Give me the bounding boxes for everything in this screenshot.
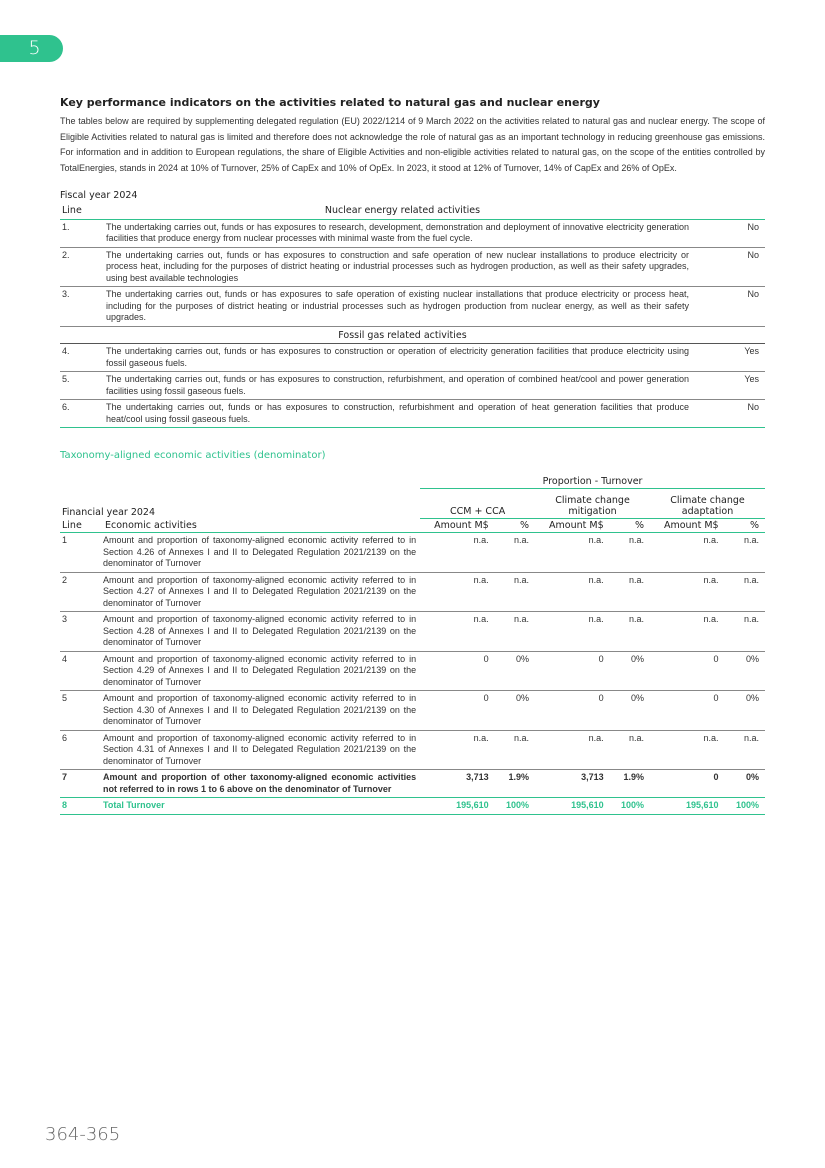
amount-cell: n.a.: [650, 730, 723, 770]
row-activity: Amount and proportion of taxonomy-aligned economic activity referred to in Section 4.28 of Annexes I and II to Delegated Regulation 2021/2139 on the denominator of Turnover: [103, 612, 420, 652]
amount-cell: n.a.: [535, 533, 608, 573]
percent-cell: n.a.: [723, 572, 765, 612]
row-activity: Amount and proportion of taxonomy-aligned economic activity referred to in Section 4.30 of Annexes I and II to Delegated Regulation 2021/2139 on the denominator of Turnover: [103, 691, 420, 731]
row-line: 5.: [60, 372, 106, 400]
row-line: 3.: [60, 287, 106, 327]
row-activity: Amount and proportion of taxonomy-aligned economic activity referred to in Section 4.26 of Annexes I and II to Delegated Regulation 2021/2139 on the denominator of Turnover: [103, 533, 420, 573]
amount-cell: n.a.: [535, 730, 608, 770]
table-row: [60, 730, 765, 770]
group-adaptation: Climate change adaptation: [650, 489, 765, 519]
percent-cell: n.a.: [608, 730, 650, 770]
percent-cell: 1.9%: [493, 770, 535, 798]
amount-cell: n.a.: [420, 612, 493, 652]
percent-cell: 0%: [723, 651, 765, 691]
percent-cell: 0%: [723, 691, 765, 731]
taxonomy-denominator-table: [60, 475, 765, 815]
nuclear-header: Nuclear energy related activities: [106, 203, 699, 219]
row-text: The undertaking carries out, funds or has exposures to construction, refurbishment and operation of heat generation facilities that produce heat/cool using fossil gaseous fuels.: [106, 400, 699, 428]
main-content: [60, 96, 765, 815]
amount-cell: 3,713: [535, 770, 608, 798]
table-row: [60, 400, 765, 428]
table-row: [60, 344, 765, 372]
percent-cell: 0%: [493, 691, 535, 731]
row-text: The undertaking carries out, funds or has exposures to construction and safe operation of new nuclear installations to produce electricity or process heat, including for the purposes of district heating or industrial processes such as hydrogen production, as well as their safety upgrades, using best available technologies: [106, 247, 699, 287]
fossil-header: Fossil gas related activities: [106, 326, 699, 344]
amount-cell: n.a.: [650, 612, 723, 652]
amount-cell: 0: [650, 770, 723, 798]
percent-cell: n.a.: [493, 533, 535, 573]
table-row: [60, 572, 765, 612]
percent-cell: 0%: [723, 770, 765, 798]
row-answer: Yes: [699, 372, 765, 400]
row-answer: Yes: [699, 344, 765, 372]
line-header: Line: [60, 203, 106, 219]
section-title: Key performance indicators on the activities related to natural gas and nuclear energy: [60, 96, 600, 109]
denominator-rows: [60, 533, 765, 815]
col-pct: %: [723, 519, 765, 533]
row-text: The undertaking carries out, funds or has exposures to safe operation of existing nuclear installations that produce electricity or process heat, including for the purposes of district heating or industrial processes such as hydrogen production from nuclear energy, as well as their safety upgrades.: [106, 287, 699, 327]
row-text: The undertaking carries out, funds or has exposures to construction, refurbishment, and operation of combined heat/cool and power generation facilities using fossil gaseous fuels.: [106, 372, 699, 400]
amount-cell: n.a.: [420, 730, 493, 770]
amount-cell: n.a.: [420, 572, 493, 612]
amount-cell: 0: [535, 691, 608, 731]
amount-cell: 3,713: [420, 770, 493, 798]
amount-cell: 195,610: [650, 798, 723, 815]
table-row: [60, 691, 765, 731]
amount-cell: n.a.: [650, 572, 723, 612]
row-line: 6: [60, 730, 103, 770]
amount-cell: n.a.: [535, 572, 608, 612]
financial-year-label: Financial year 2024: [62, 506, 156, 518]
percent-cell: 100%: [723, 798, 765, 815]
row-activity: Total Turnover: [103, 798, 420, 815]
group-mitigation: Climate change mitigation: [535, 489, 650, 519]
row-activity: Amount and proportion of taxonomy-aligned economic activity referred to in Section 4.31 of Annexes I and II to Delegated Regulation 2021/2139 on the denominator of Turnover: [103, 730, 420, 770]
amount-cell: 195,610: [535, 798, 608, 815]
percent-cell: n.a.: [608, 533, 650, 573]
amount-cell: n.a.: [420, 533, 493, 573]
row-line: 1.: [60, 219, 106, 247]
col-amount: Amount M$: [420, 519, 493, 533]
row-activity: Amount and proportion of taxonomy-aligned economic activity referred to in Section 4.29 of Annexes I and II to Delegated Regulation 2021/2139 on the denominator of Turnover: [103, 651, 420, 691]
amount-cell: n.a.: [535, 612, 608, 652]
percent-cell: 100%: [608, 798, 650, 815]
row-line: 5: [60, 691, 103, 731]
row-line: 6.: [60, 400, 106, 428]
percent-cell: 0%: [608, 691, 650, 731]
col-amount: Amount M$: [650, 519, 723, 533]
percent-cell: 1.9%: [608, 770, 650, 798]
percent-cell: n.a.: [608, 572, 650, 612]
percent-cell: n.a.: [723, 730, 765, 770]
page-number: 364-365: [45, 1124, 121, 1145]
col-pct: %: [608, 519, 650, 533]
row-line: 4.: [60, 344, 106, 372]
table-row: [60, 287, 765, 327]
row-line: 1: [60, 533, 103, 573]
col-activities: Economic activities: [103, 519, 420, 533]
col-pct: %: [493, 519, 535, 533]
row-text: The undertaking carries out, funds or has exposures to research, development, demonstration and deployment of innovative electricity generation facilities that produce energy from nuclear processes with minimal waste from the fuel cycle.: [106, 219, 699, 247]
table-row: [60, 612, 765, 652]
group-ccm-cca: CCM + CCA: [420, 489, 535, 519]
percent-cell: n.a.: [493, 612, 535, 652]
row-answer: No: [699, 247, 765, 287]
intro-paragraph: The tables below are required by supplementing delegated regulation (EU) 2022/1214 of 9 March 2022 on the activities related to natural gas and nuclear energy. The scope of Eligible Activities related to natural gas is limited and therefore does not acknowledge the role of natural gas as an important technology in reducing greenhouse gas emissions. For information and in addition to European regulations, the share of Eligible Activities and non-eligible activities related to natural gas, on the scope of the entities controlled by TotalEnergies, stands in 2024 at 10% of Turnover, 25% of CapEx and 10% of OpEx. In 2023, it stood at 12% of Turnover, 14% of CapEx and 26% of OpEx.: [60, 116, 765, 173]
row-line: 2: [60, 572, 103, 612]
denominator-heading: Taxonomy-aligned economic activities (denominator): [60, 450, 326, 461]
amount-cell: 0: [420, 651, 493, 691]
table-row: [60, 247, 765, 287]
table-row: [60, 770, 765, 798]
table-row: [60, 533, 765, 573]
amount-cell: 0: [650, 691, 723, 731]
amount-cell: 195,610: [420, 798, 493, 815]
table-row: [60, 372, 765, 400]
table-row: [60, 651, 765, 691]
amount-cell: n.a.: [650, 533, 723, 573]
amount-cell: 0: [650, 651, 723, 691]
row-text: The undertaking carries out, funds or has exposures to construction or operation of electricity generation facilities that produce electricity using fossil gaseous fuels.: [106, 344, 699, 372]
row-line: 4: [60, 651, 103, 691]
row-activity: Amount and proportion of other taxonomy-aligned economic activities not referred to in rows 1 to 6 above on the denominator of Turnover: [103, 770, 420, 798]
chapter-tab: 5: [0, 35, 63, 62]
percent-cell: 0%: [493, 651, 535, 691]
amount-cell: 0: [420, 691, 493, 731]
amount-cell: 0: [535, 651, 608, 691]
percent-cell: n.a.: [493, 572, 535, 612]
row-answer: No: [699, 400, 765, 428]
percent-cell: n.a.: [608, 612, 650, 652]
row-line: 3: [60, 612, 103, 652]
proportion-header: Proportion - Turnover: [420, 475, 765, 489]
total-row: [60, 798, 765, 815]
percent-cell: 100%: [493, 798, 535, 815]
row-answer: No: [699, 287, 765, 327]
percent-cell: n.a.: [723, 533, 765, 573]
fiscal-year-label: Fiscal year 2024: [60, 190, 138, 201]
row-line: 2.: [60, 247, 106, 287]
nuclear-gas-activities-table: [60, 203, 765, 428]
row-line: 8: [60, 798, 103, 815]
row-activity: Amount and proportion of taxonomy-aligned economic activity referred to in Section 4.27 of Annexes I and II to Delegated Regulation 2021/2139 on the denominator of Turnover: [103, 572, 420, 612]
row-answer: No: [699, 219, 765, 247]
percent-cell: 0%: [608, 651, 650, 691]
row-line: 7: [60, 770, 103, 798]
table-row: [60, 219, 765, 247]
percent-cell: n.a.: [723, 612, 765, 652]
col-line: Line: [60, 519, 103, 533]
col-amount: Amount M$: [535, 519, 608, 533]
percent-cell: n.a.: [493, 730, 535, 770]
